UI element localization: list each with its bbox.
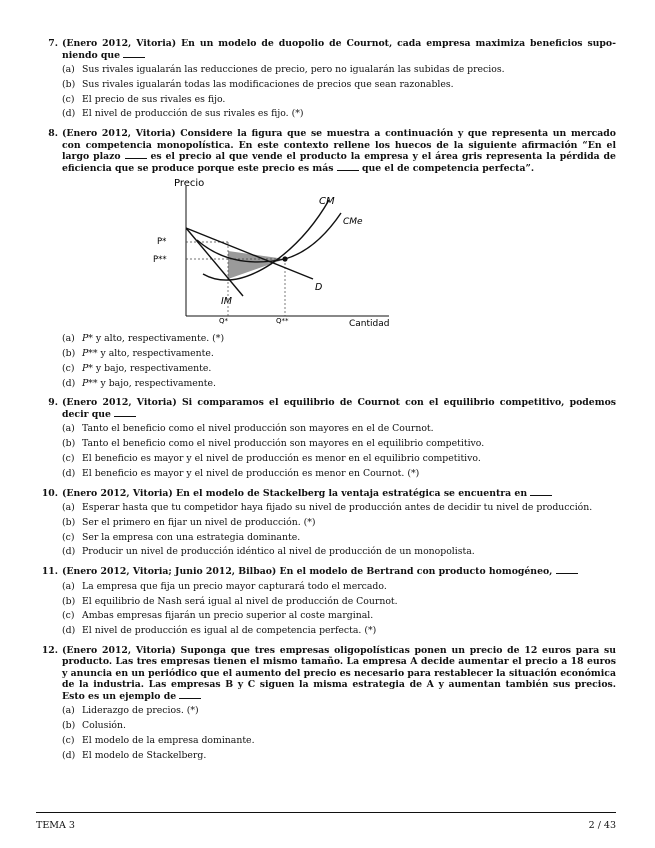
answer-blank [114,409,136,417]
option-a: (a) Tanto el beneficio como el nivel producción son mayores en el de Cournot. [62,423,434,435]
answer-blank [337,163,359,171]
option-d: (d) El nivel de producción de sus rivales es fijo. (*) [62,108,304,120]
question-8 [36,128,616,391]
option-a: (a) Liderazgo de precios. (*) [62,705,199,717]
question-number: 12. [41,644,58,656]
footer-divider [36,812,616,813]
option-b: (b) El equilibrio de Nash será igual al nivel de producción de Cournot. [62,595,398,607]
question-number: 7. [48,38,58,49]
question-12 [36,645,616,764]
option-d: (d) Producir un nivel de producción idéntico al nivel de producción de un monopolista. [62,546,475,558]
question-text: (Enero 2012, Vitoria) Si comparamos el equilibrio de Cournot con el equilibrio competitivo, podemos decir que [62,397,616,420]
question-number: 11. [41,566,58,578]
question-text: (Enero 2012, Vitoria) En un modelo de duopolio de Cournot, cada empresa maximiza beneficios supo-niendo que [62,38,616,61]
option-c: (c) El beneficio es mayor y el nivel de producción es menor en el equilibrio competitivo. [62,452,481,464]
answer-blank [125,151,147,159]
option-c: (c) El modelo de la empresa dominante. [62,735,255,747]
option-a: (a) Esperar hasta que tu competidor haya fijado su nivel de producción antes de decidir tu nivel de producción. [62,502,593,514]
option-c: (c) Ser la empresa con una estrategia dominante. [62,531,301,543]
option-b: (b) Colusión. [62,720,126,732]
option-c: (c) El precio de sus rivales es fijo. [62,93,226,105]
option-d: (d) El modelo de Stackelberg. [62,749,207,761]
p-star-label: P* [157,237,167,248]
question-text: (Enero 2012, Vitoria) Considere la figura que se muestra a continuación y que representa un mercado con competencia monopolística. En este contexto rellene los huecos de la siguiente afirmación “En el largo plazo es el precio al que vende el producto la empresa y el área gris representa la pérdida de eficiencia que se produce porque este precio es más que el de competencia perfecta”. [62,128,616,174]
answer-blank [179,691,201,699]
footer-chapter: TEMA 3 [36,820,75,831]
question-number: 8. [48,128,58,140]
question-text: (Enero 2012, Vitoria) En el modelo de Stackelberg la ventaja estratégica se encuentra en [62,488,616,500]
question-text: (Enero 2012, Vitoria) Suponga que tres empresas oligopolísticas ponen un precio de 12 euros para su producto. Las tres empresas tienen el mismo tamaño. La empresa A decide aumentar el precio a 18 euros y anuncia en un periódico que el aumento del precio es necesario para restablecer la situación económica de la industria. Las empresas B y C siguen la misma estrategia de A y aumentan también sus precios. Esto es un ejemplo de [62,644,616,702]
question-11 [36,566,616,639]
footer-page-number: 2 / 43 [588,820,616,831]
monopolistic-competition-figure [131,178,431,326]
cme-label: CMe [343,217,363,228]
option-b: (b) Ser el primero en fijar un nivel de producción. (*) [62,516,316,528]
option-d: (d) El beneficio es mayor y el nivel de producción es menor en Cournot. (*) [62,467,420,479]
option-b: (b) Sus rivales igualarán todas las modificaciones de precios que sean razonables. [62,78,454,90]
question-number: 9. [48,397,58,409]
option-list [62,704,616,763]
im-label: IM [221,296,232,308]
marginal-cost-curve [203,200,329,280]
option-c: (c) Ambas empresas fijarán un precio superior al coste marginal. [62,610,374,622]
question-text: (Enero 2012, Vitoria; Junio 2012, Bilbao) En el modelo de Bertrand con producto homogéneo, [62,566,616,578]
option-list [62,501,616,560]
option-b: (b) P** y alto, respectivamente. [62,347,214,359]
p-star2-label: P** [153,255,167,266]
option-list [62,63,616,122]
option-list [62,580,616,639]
option-list [62,332,616,391]
q-star2-label: Q** [276,317,289,326]
question-10 [36,488,616,561]
equilibrium-point [282,257,287,262]
answer-blank [556,566,578,574]
question-9 [36,397,616,481]
answer-blank [530,488,552,496]
d-label: D [315,282,323,294]
page-content [36,38,616,770]
q-star-label: Q* [219,317,229,326]
option-d: (d) P** y bajo, respectivamente. [62,377,216,389]
average-cost-curve [197,213,341,262]
option-a: (a) Sus rivales igualarán las reducciones de precio, pero no igualarán las subidas de precios. [62,64,505,75]
x-axis-label: Cantidad [349,319,390,327]
option-d: (d) El nivel de producción es igual al de competencia perfecta. (*) [62,625,377,637]
question-number: 10. [41,487,58,499]
answer-blank [123,50,145,58]
cm-label: CM [319,196,335,208]
option-a: (a) P* y alto, respectivamente. (*) [62,333,225,345]
option-a: (a) La empresa que fija un precio mayor capturará todo el mercado. [62,580,387,592]
question-7 [36,38,616,122]
y-axis-label: Precio [174,178,205,190]
option-b: (b) Tanto el beneficio como el nivel producción son mayores en el equilibrio competitivo. [62,438,485,450]
option-list [62,422,616,481]
option-c: (c) P* y bajo, respectivamente. [62,362,212,374]
